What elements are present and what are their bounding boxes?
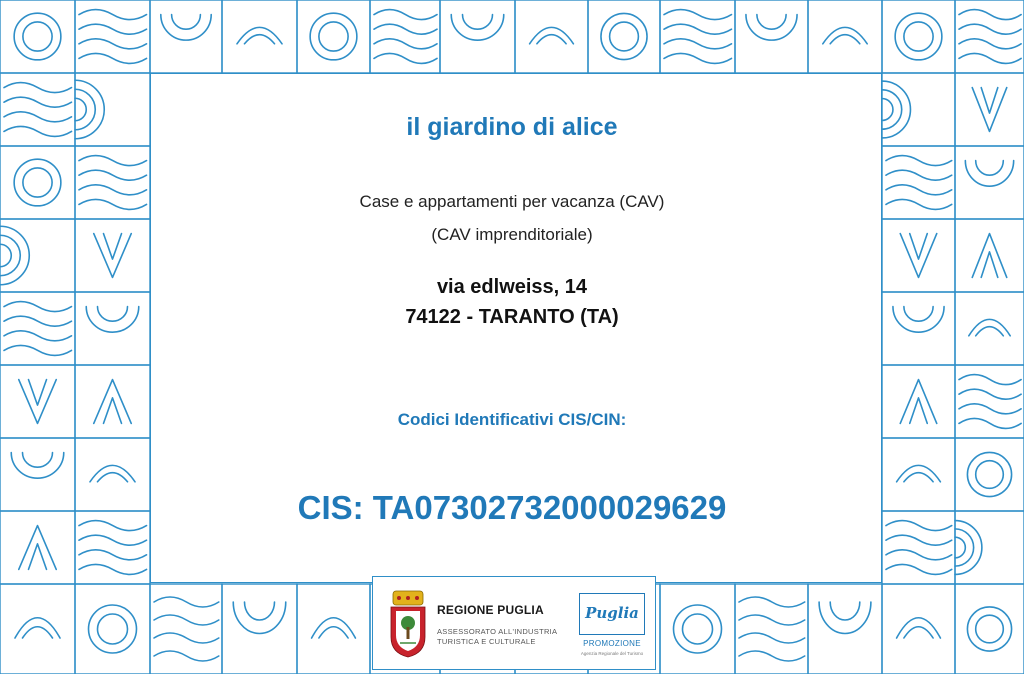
tile-motif-circle xyxy=(895,13,942,60)
tile-motif-semi xyxy=(965,161,1013,187)
tile-motif-arcs xyxy=(955,521,982,575)
promo-subtitle: Agenzia Regionale del Turismo xyxy=(580,651,644,656)
tile-motif-arch xyxy=(530,27,574,43)
tile-motif-semi xyxy=(161,15,211,41)
tile-motif-circle xyxy=(674,605,722,653)
border-tile xyxy=(0,584,75,674)
address-city: 74122 - TARANTO (TA) xyxy=(405,306,619,328)
accommodation-type: Case e appartamenti per vacanza (CAV) xyxy=(359,192,665,211)
region-subtitle-2: TURISTICA E CULTURALE xyxy=(437,637,536,646)
tile-motif-arch xyxy=(237,27,282,43)
tile-motif-waves xyxy=(664,10,732,64)
border-tile xyxy=(955,584,1024,674)
region-title: REGIONE PUGLIA xyxy=(437,603,544,617)
promo-label: PROMOZIONE xyxy=(583,639,641,648)
region-subtitle-1: ASSESSORATO ALL'INDUSTRIA xyxy=(437,627,558,636)
border-tile xyxy=(0,0,75,73)
tile-motif-arch xyxy=(312,618,356,638)
tile-motif-waves xyxy=(154,597,219,661)
tile-motif-circle xyxy=(601,13,647,59)
address-street: via edlweiss, 14 xyxy=(436,276,588,298)
tile-motif-circle xyxy=(14,13,61,60)
tile-motif-waves xyxy=(959,10,1021,64)
tile-motif-waves xyxy=(79,10,147,64)
tile-motif-arch xyxy=(15,618,60,638)
border-tile xyxy=(75,584,150,674)
border-tile xyxy=(735,0,808,73)
tile-motif-semi xyxy=(233,602,286,634)
border-tile xyxy=(808,0,882,73)
tile-motif-chevron xyxy=(19,526,57,570)
tile-motif-semi xyxy=(819,602,871,634)
tile-motif-circle xyxy=(310,13,357,60)
border-tile xyxy=(882,0,955,73)
tile-motif-semi xyxy=(451,15,504,41)
tile-motif-circle xyxy=(89,605,137,653)
border-tile xyxy=(660,584,735,674)
tile-motif-arch xyxy=(897,618,941,638)
border-tile xyxy=(515,0,588,73)
tile-motif-waves xyxy=(79,521,147,575)
tile-motif-semi xyxy=(746,15,797,41)
border-tile xyxy=(440,0,515,73)
footer-logos xyxy=(372,576,656,670)
tile-motif-arch xyxy=(90,465,135,481)
border-tile xyxy=(735,584,808,674)
border-tile xyxy=(808,584,882,674)
tile-motif-arch xyxy=(823,27,867,43)
accommodation-subtype: (CAV imprenditoriale) xyxy=(431,225,593,244)
border-tile xyxy=(297,0,370,73)
border-tile xyxy=(150,0,222,73)
tile-motif-semi xyxy=(11,453,64,479)
border-tile xyxy=(222,584,297,674)
cis-code: CIS: TA07302732000029629 xyxy=(297,489,727,526)
border-tile xyxy=(882,584,955,674)
tile-motif-waves xyxy=(739,597,805,661)
tile-motif-circle xyxy=(967,607,1011,651)
codes-label: Codici Identificativi CIS/CIN: xyxy=(397,410,627,429)
tile-motif-waves xyxy=(886,521,952,575)
border-tile xyxy=(150,584,222,674)
regione-puglia-shield-icon xyxy=(387,589,429,659)
border-tile xyxy=(588,0,660,73)
tile-motif-waves xyxy=(374,10,437,64)
border-tile xyxy=(222,0,297,73)
accommodation-name: il giardino di alice xyxy=(406,113,618,141)
puglia-promozione-logo: Puglia xyxy=(579,593,645,635)
border-tile xyxy=(297,584,370,674)
tile-motif-arch xyxy=(897,465,941,481)
